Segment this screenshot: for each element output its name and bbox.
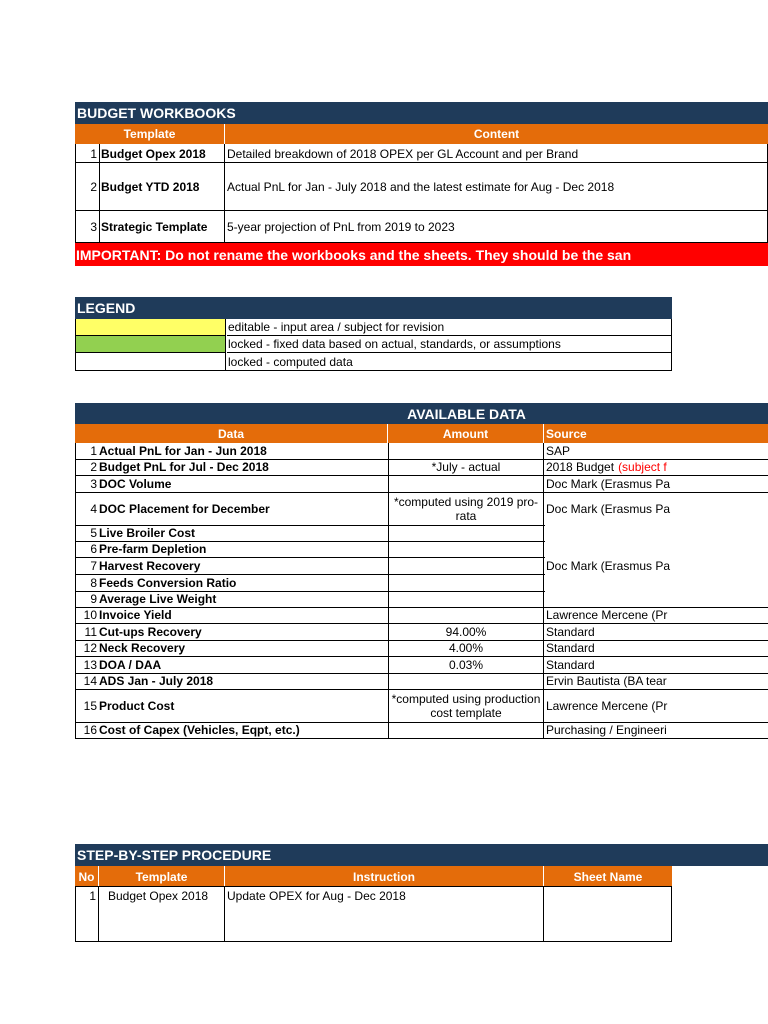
data-item: Cost of Capex (Vehicles, Eqpt, etc.): [99, 723, 300, 737]
legend-text: locked - computed data: [228, 354, 353, 369]
data-source: [545, 459, 768, 475]
header-sheet-name: Sheet Name: [544, 866, 672, 887]
row-number: 4: [90, 501, 97, 516]
data-source-text: Standard: [546, 624, 595, 639]
data-item: Pre-farm Depletion: [99, 542, 207, 556]
data-source-note: (subject f: [618, 460, 667, 474]
legend-text: editable - input area / subject for revision: [227, 319, 671, 336]
data-item: Invoice Yield: [99, 608, 172, 622]
data-amount: 4.00%: [388, 640, 544, 657]
data-amount: [388, 722, 544, 739]
data-source: [545, 640, 768, 656]
data-item: Product Cost: [99, 698, 175, 713]
header-source: Source: [544, 424, 768, 443]
data-item: DOC Volume: [99, 476, 172, 491]
legend-text: locked - fixed data based on actual, standards, or assumptions: [227, 336, 671, 353]
data-item: DOA / DAA: [99, 657, 162, 672]
header-amount: Amount: [388, 424, 544, 443]
procedure-template: Budget Opex 2018: [99, 887, 225, 941]
data-item: Actual PnL for Jan - Jun 2018: [99, 444, 267, 458]
data-amount: [388, 673, 544, 690]
header-instruction: Instruction: [225, 866, 544, 887]
row-number: 1: [90, 146, 97, 161]
row-number: 3: [90, 219, 97, 234]
data-amount: [388, 557, 544, 575]
data-amount: [388, 443, 544, 460]
row-number: 10: [83, 608, 97, 622]
data-amount: [388, 525, 544, 542]
procedure-instruction: Update OPEX for Aug - Dec 2018: [225, 887, 544, 941]
legend-swatch-editable: [76, 319, 226, 336]
row-number: 9: [90, 592, 97, 606]
data-item: Average Live Weight: [99, 592, 217, 606]
row-number: 1: [75, 887, 99, 941]
data-source: [545, 623, 768, 640]
budget-workbooks-table: [75, 102, 768, 266]
row-number: 5: [90, 526, 97, 540]
data-amount: [388, 591, 544, 608]
data-amount: [388, 541, 544, 558]
header-template: Template: [75, 124, 225, 144]
data-item: ADS Jan - July 2018: [99, 674, 214, 688]
procedure-table: [75, 844, 768, 942]
header-no: No: [75, 866, 99, 887]
data-source-text: Standard: [546, 641, 595, 655]
data-source: [545, 722, 768, 738]
data-amount: [388, 475, 544, 493]
data-amount: 0.03%: [388, 656, 544, 674]
row-number: 2: [90, 460, 97, 474]
row-number: 13: [83, 657, 97, 672]
data-source-text: Standard: [546, 657, 595, 672]
row-number: 11: [84, 624, 97, 639]
header-content: Content: [225, 124, 768, 144]
data-amount: *computed using 2019 pro-rata: [388, 492, 544, 526]
data-amount: [388, 607, 544, 624]
header-data: Data: [75, 424, 388, 443]
data-source-text: Lawrence Mercene (Pr: [546, 698, 668, 713]
procedure-title: STEP-BY-STEP PROCEDURE: [75, 844, 768, 866]
row-number: 6: [90, 542, 97, 556]
data-item: Live Broiler Cost: [99, 526, 196, 540]
data-source-text: Doc Mark (Erasmus Pa: [546, 476, 671, 491]
data-source: [545, 443, 768, 459]
data-source-text: Doc Mark (Erasmus Pa: [546, 501, 671, 516]
available-data-title: AVAILABLE DATA: [75, 403, 768, 424]
procedure-sheet-name: [544, 887, 671, 941]
budget-workbooks-title: BUDGET WORKBOOKS: [75, 102, 768, 124]
workbook-name: Strategic Template: [99, 210, 225, 243]
data-source: [545, 673, 768, 689]
data-item: Harvest Recovery: [99, 558, 201, 573]
available-data-rows: [75, 443, 768, 742]
important-warning: IMPORTANT: Do not rename the workbooks and the sheets. They should be the san: [75, 243, 768, 266]
row-number: 2: [90, 179, 97, 194]
data-amount: 94.00%: [388, 623, 544, 641]
workbook-content: Actual PnL for Jan - July 2018 and the latest estimate for Aug - Dec 2018: [227, 179, 615, 194]
row-number: 16: [83, 723, 97, 737]
row-number: 3: [90, 476, 97, 491]
data-amount: *computed using production cost template: [388, 689, 544, 723]
row-number: 1: [90, 444, 97, 458]
workbook-content: 5-year projection of PnL from 2019 to 2023: [227, 219, 455, 234]
legend-swatch-locked-computed: [76, 353, 226, 370]
row-number: 8: [90, 575, 97, 590]
data-item: DOC Placement for December: [99, 501, 270, 516]
legend-table: [75, 297, 672, 371]
data-source: [545, 656, 768, 673]
data-source: [545, 492, 768, 525]
workbook-name: Budget Opex 2018: [99, 144, 225, 163]
data-source-text: Purchasing / Engineeri: [546, 723, 667, 737]
data-source-text: Lawrence Mercene (Pr: [546, 608, 668, 622]
header-template: Template: [99, 866, 225, 887]
data-source: [545, 475, 768, 492]
data-source-text: SAP: [546, 444, 571, 458]
workbook-name: Budget YTD 2018: [99, 162, 225, 211]
workbook-content: Detailed breakdown of 2018 OPEX per GL Account and per Brand: [227, 146, 579, 161]
row-number: 7: [90, 558, 97, 573]
legend-title: LEGEND: [75, 297, 672, 319]
row-number: 15: [83, 698, 97, 713]
data-item: Neck Recovery: [99, 641, 186, 655]
data-source-text: Ervin Bautista (BA tear: [546, 674, 667, 688]
legend-swatch-locked-fixed: [76, 336, 226, 353]
data-item: Budget PnL for Jul - Dec 2018: [99, 460, 269, 474]
available-data-table: [75, 403, 768, 742]
data-source: [545, 689, 768, 722]
data-amount: *July - actual: [388, 459, 544, 476]
data-item: Feeds Conversion Ratio: [99, 575, 237, 590]
data-amount: [388, 574, 544, 592]
data-source: Doc Mark (Erasmus Pa: [545, 525, 768, 607]
data-source-text: 2018 Budget: [546, 460, 615, 474]
data-item: Cut-ups Recovery: [99, 624, 202, 639]
data-source: [545, 607, 768, 623]
row-number: 12: [83, 641, 97, 655]
row-number: 14: [83, 674, 97, 688]
